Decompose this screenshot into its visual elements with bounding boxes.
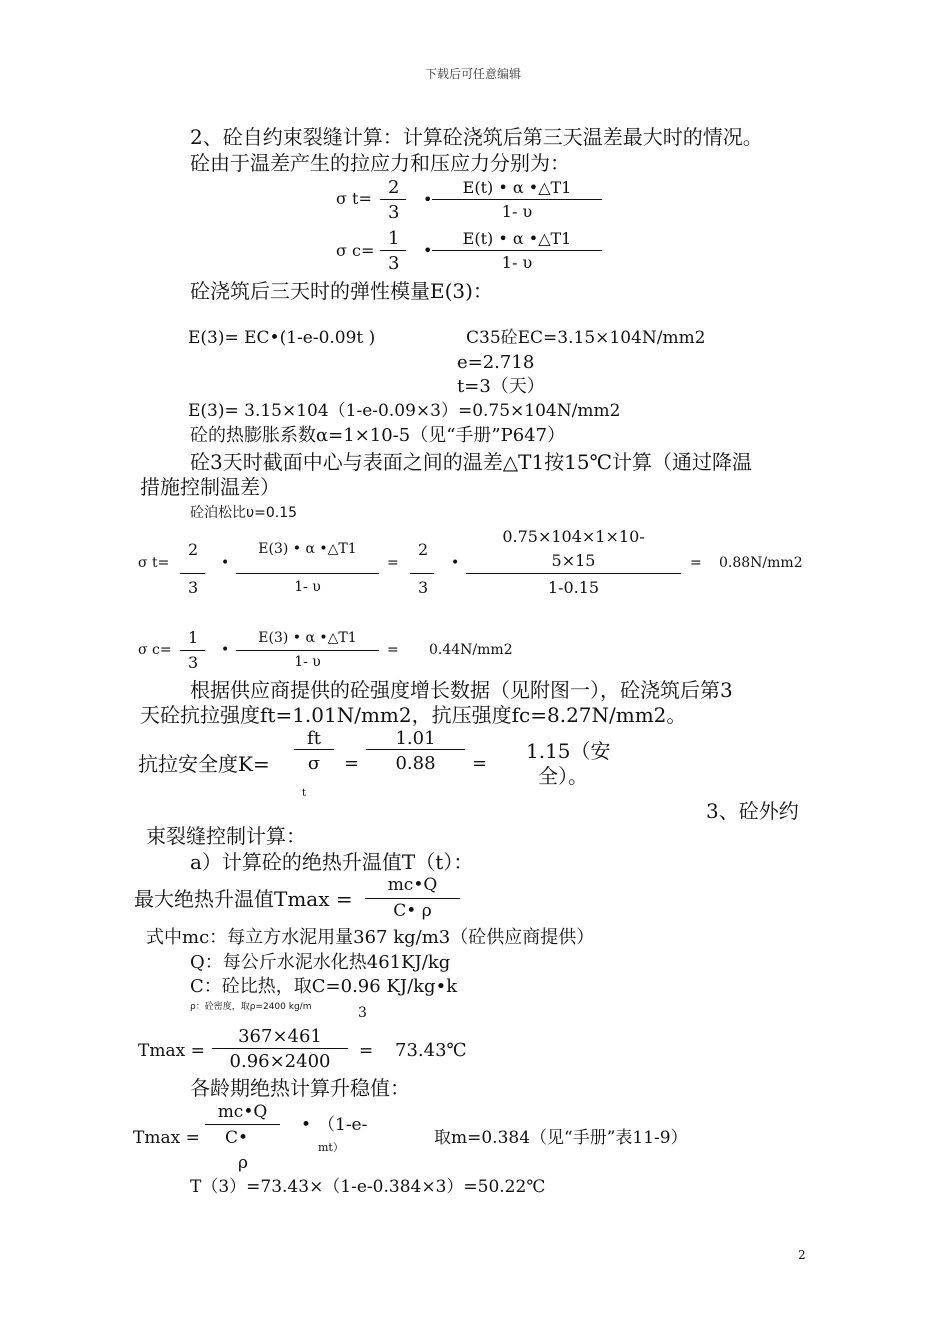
tmax-age-num: mc•Q: [217, 1102, 268, 1122]
section2-title: 2、砼自约束裂缝计算：计算砼浇筑后第三天温差最大时的情况。: [190, 125, 763, 149]
delta-t-line1: 砼3天时截面中心与表面之间的温差△T1按15℃计算（通过降温: [190, 450, 752, 474]
fraction-bar: [365, 898, 460, 899]
fraction-bar: [294, 749, 334, 750]
fraction-bar: [432, 199, 602, 200]
safety-result-line1: 1.15（安: [526, 739, 611, 763]
e3-formula: E(3)= EC•(1-e-0.09t ): [188, 328, 376, 348]
alpha-coefficient: 砼的热膨胀系数α=1×10-5（见“手册”P647）: [190, 425, 566, 446]
calc-sigma-t-den2: 1-0.15: [547, 578, 600, 597]
t3-calc: T（3）=73.43×（1-e-0.384×3）=50.22℃: [190, 1177, 546, 1197]
tmax-age-paren-line1: （1-e-: [318, 1115, 368, 1135]
safety-label: 抗拉安全度K=: [138, 752, 270, 776]
tmax-num: mc•Q: [387, 875, 438, 895]
e3-calc: E(3)= 3.15×104（1-e-0.09×3）=0.75×104N/mm2: [188, 401, 621, 421]
sigma-t-den: 1- υ: [501, 202, 533, 221]
calc-sigma-c-result: 0.44N/mm2: [429, 642, 513, 658]
fraction-bar: [380, 250, 406, 251]
where-mc: 式中mc：每立方水泥用量367 kg/m3（砼供应商提供）: [146, 927, 595, 948]
e-value: e=2.718: [457, 352, 535, 373]
calc-sigma-t-coef2-den: 3: [418, 578, 429, 597]
fraction-bar: [205, 1124, 280, 1125]
tmax-calc-den: 0.96×2400: [229, 1051, 331, 1072]
age-title: 各龄期绝热计算升稳值：: [190, 1076, 410, 1100]
dot-operator: •: [451, 555, 460, 571]
sigma-c-num: E(t) • α •△T1: [462, 229, 572, 248]
sigma-c-coef-den: 3: [388, 253, 400, 274]
tmax-age-lhs: Tmax =: [133, 1128, 200, 1148]
page-header: 下载后可任意编辑: [425, 67, 522, 81]
safety-num2: 1.01: [395, 728, 436, 749]
sigma-t-num: E(t) • α •△T1: [462, 178, 572, 197]
equals-sign: =: [472, 753, 488, 774]
calc-sigma-t-num2-line1: 0.75×104×1×10-: [502, 527, 645, 546]
equals-sign: =: [690, 555, 702, 571]
fraction-bar: [366, 749, 465, 750]
dot-operator: •: [423, 190, 433, 209]
sigma-t-coef-den: 3: [388, 202, 400, 223]
calc-sigma-t-coef2-num: 2: [418, 540, 429, 559]
tmax-age-den-line1: C•: [225, 1128, 249, 1148]
sigma-c-coef-num: 1: [388, 228, 400, 249]
section3-title-a: 3、砼外约: [706, 799, 799, 823]
calc-sigma-t-num: E(3) • α •△T1: [258, 541, 357, 557]
section3-sub-a: a）计算砼的绝热升温值T（t）：: [190, 850, 474, 874]
equals-sign: =: [387, 555, 399, 571]
supplier-line2: 天砼抗拉强度ft=1.01N/mm2，抗压强度fc=8.27N/mm2。: [140, 703, 687, 727]
sigma-c-lhs: σ c=: [336, 241, 375, 260]
fraction-bar: [236, 573, 379, 574]
fraction-bar: [466, 573, 681, 574]
fraction-bar: [212, 1048, 348, 1049]
where-rho-exponent: 3: [358, 1005, 367, 1021]
tmax-age-den-line2: ρ: [238, 1153, 248, 1173]
dot-operator: •: [221, 555, 230, 571]
fraction-bar: [236, 650, 379, 651]
safety-frac-num: ft: [307, 728, 321, 749]
calc-sigma-t-result: 0.88N/mm2: [719, 555, 803, 571]
page-number: 2: [798, 1248, 806, 1262]
tmax-den: C• ρ: [393, 901, 432, 921]
fraction-bar: [180, 573, 205, 574]
safety-frac-den: σ: [307, 753, 321, 774]
calc-sigma-c-den: 1- υ: [294, 654, 321, 670]
c35-modulus: C35砼EC=3.15×104N/mm2: [466, 328, 706, 348]
where-q: Q：每公斤水泥水化热461KJ/kg: [190, 952, 451, 973]
dot-operator: •: [221, 642, 230, 658]
fraction-bar: [180, 650, 205, 651]
modulus-title: 砼浇筑后三天时的弹性模量E(3)：: [190, 279, 493, 303]
sigma-t-coef-num: 2: [388, 177, 400, 198]
delta-t-line2: 措施控制温差）: [140, 475, 280, 499]
calc-sigma-t-lhs: σ t=: [138, 555, 170, 571]
supplier-line1: 根据供应商提供的砼强度增长数据（见附图一），砼浇筑后第3: [190, 678, 733, 702]
tmax-age-paren-line2: mt）: [318, 1141, 344, 1154]
t-value: t=3（天）: [457, 376, 545, 397]
section2-intro: 砼由于温差产生的拉应力和压应力分别为：: [190, 151, 570, 175]
safety-sub-t: t: [302, 788, 307, 799]
poisson-ratio: 砼泊松比υ=0.15: [190, 505, 298, 521]
equals-sign: =: [359, 1041, 374, 1061]
tmax-calc-lhs: Tmax =: [138, 1041, 205, 1061]
dot-operator: •: [301, 1115, 312, 1135]
dot-operator: •: [423, 241, 433, 260]
calc-sigma-t-num2-line2: 5×15: [551, 551, 596, 570]
calc-sigma-t-coef-num: 2: [188, 540, 199, 559]
tmax-label: 最大绝热升温值Tmax =: [134, 887, 353, 911]
equals-sign: =: [344, 753, 360, 774]
section3-title-b: 束裂缝控制计算：: [146, 824, 306, 848]
calc-sigma-t-coef-den: 3: [188, 578, 199, 597]
safety-result-line2: 全）。: [538, 764, 588, 788]
fraction-bar: [410, 573, 434, 574]
calc-sigma-c-coef-num: 1: [188, 628, 199, 647]
tmax-calc-num: 367×461: [238, 1026, 322, 1047]
fraction-bar: [380, 199, 406, 200]
tmax-calc-result: 73.43℃: [395, 1040, 467, 1061]
sigma-c-den: 1- υ: [501, 253, 533, 272]
fraction-bar: [432, 250, 602, 251]
where-rho: ρ：砼密度，取ρ=2400 kg/m: [190, 1002, 312, 1012]
calc-sigma-c-coef-den: 3: [188, 653, 199, 672]
calc-sigma-t-den: 1- υ: [294, 579, 321, 595]
equals-sign: =: [387, 642, 399, 658]
sigma-t-lhs: σ t=: [336, 189, 372, 208]
tmax-age-note: 取m=0.384（见“手册”表11-9）: [434, 1128, 688, 1148]
safety-den2: 0.88: [395, 753, 436, 774]
where-c: C：砼比热，取C=0.96 KJ/kg•k: [190, 976, 458, 997]
calc-sigma-c-lhs: σ c=: [138, 642, 172, 658]
calc-sigma-c-num: E(3) • α •△T1: [258, 630, 357, 646]
